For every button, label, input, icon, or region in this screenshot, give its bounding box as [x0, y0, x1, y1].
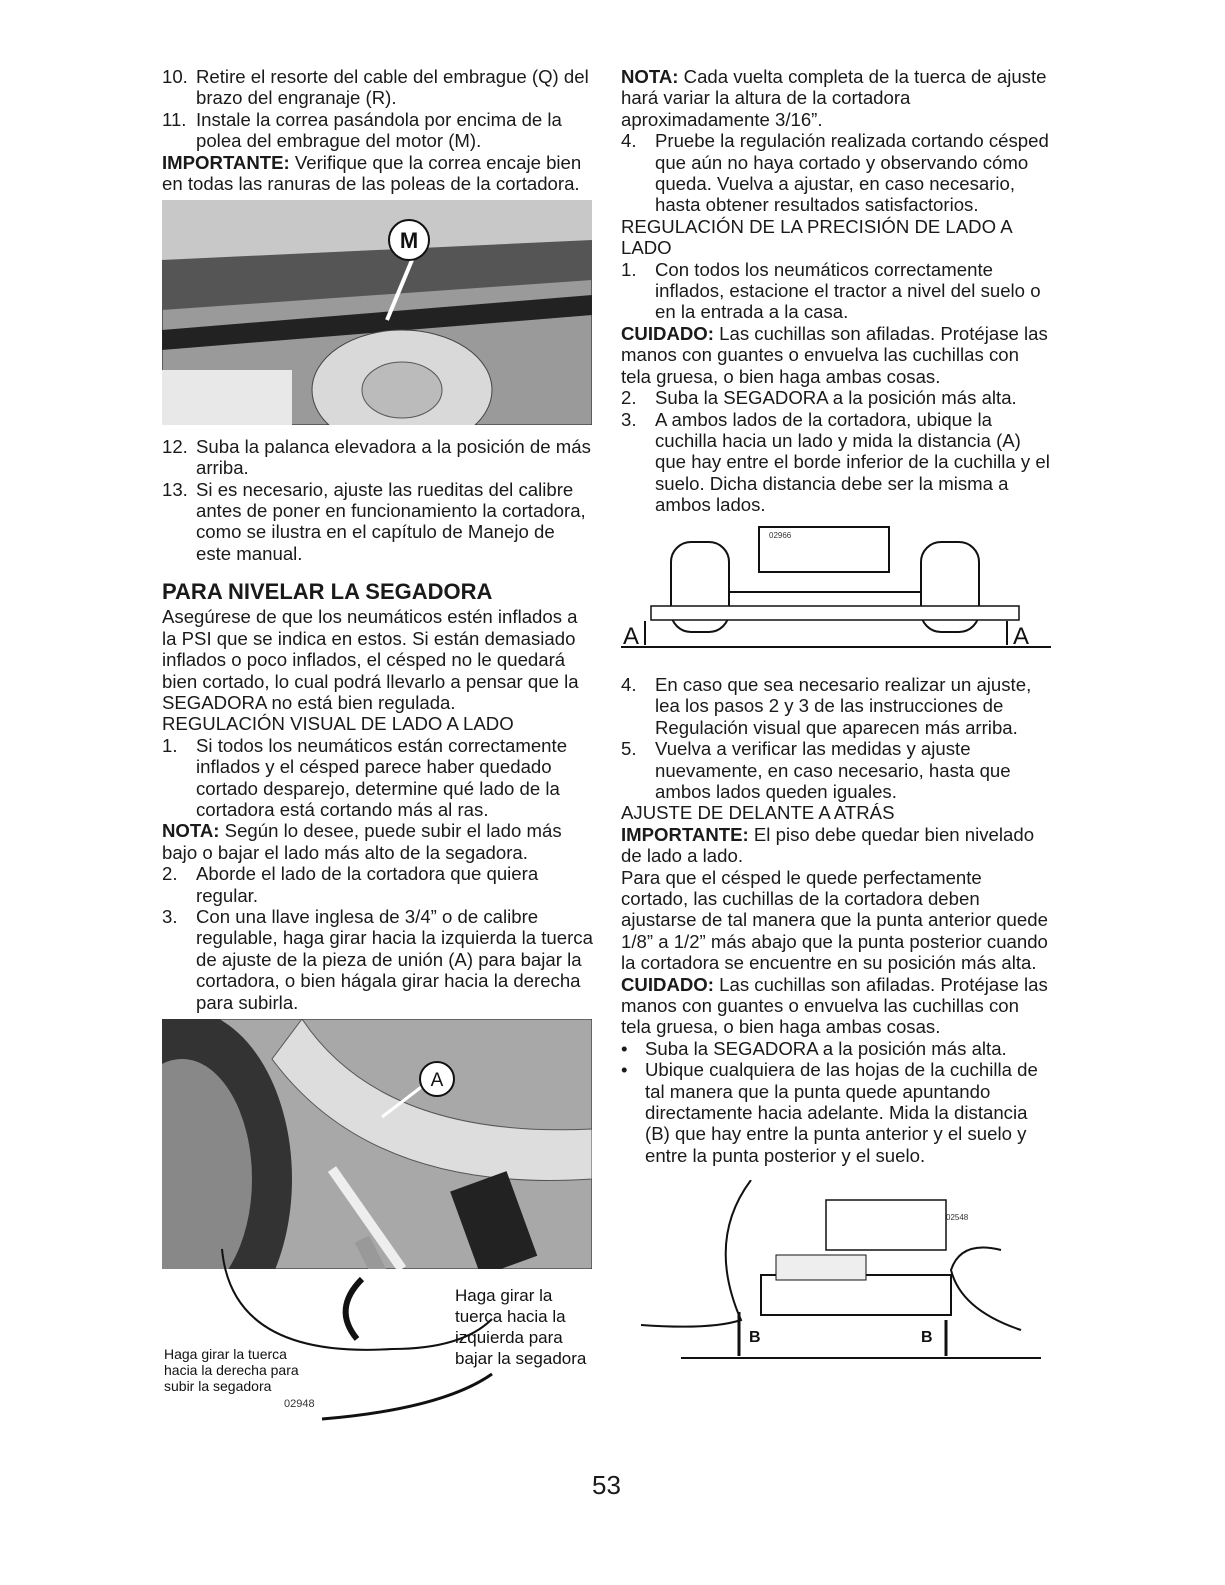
subheading-precision: REGULACIÓN DE LA PRECISIÓN DE LADO A LADO [621, 215, 1012, 259]
right-column [621, 66, 1053, 1381]
bullet-marker: • [621, 1037, 628, 1059]
mower-deck-side-illustration [621, 1180, 1051, 1370]
visual-step-1 [162, 735, 594, 821]
important-note-2 [621, 824, 1053, 867]
subheading-front-back: AJUSTE DE DELANTE A ATRÁS [621, 802, 895, 824]
step-number: 1. [621, 258, 637, 280]
adjustment-nut-photo [162, 1019, 594, 1428]
precision-step-1 [621, 259, 1053, 323]
precision-step-5 [621, 738, 1053, 802]
label-b-front: B [749, 1329, 761, 1347]
step-number: 3. [162, 905, 178, 927]
left-column [162, 66, 594, 1434]
step-text: En caso que sea necesario realizar un ajuste, lea los pasos 2 y 3 de las instrucciones de Regulación visual que aparecen más arriba. [655, 673, 1032, 738]
caution-2 [621, 974, 1053, 1038]
front-to-back-diagram [621, 1180, 1053, 1374]
precision-step-4 [621, 674, 1053, 738]
bullet-2 [621, 1059, 1053, 1166]
label-a-right: A [1013, 622, 1030, 650]
figure-code: 02966 [769, 530, 792, 540]
caution-label: CUIDADO: [621, 322, 714, 344]
visual-step-2 [162, 863, 594, 906]
label-right-3: subir la segadora [164, 1378, 272, 1394]
step-text: Retire el resorte del cable del embrague (Q) del brazo del engranaje (R). [196, 66, 589, 109]
important-text: El piso debe quedar bien nivelado de lado a lado. [621, 823, 1035, 867]
step-number: 10. [162, 66, 188, 87]
label-left-4: bajar la segadora [455, 1349, 587, 1368]
step-text: Pruebe la regulación realizada cortando césped que aún no haya cortado y observando cómo queda. Vuelva a ajustar, en caso necesario, hasta obtener resultados satisfactorios. [655, 130, 1049, 216]
step-text: Si es necesario, ajuste las rueditas del calibre antes de poner en funcionamiento la cortadora, como se ilustra en el capítulo de Manejo de este manual. [196, 478, 586, 564]
precision-step-3 [621, 409, 1053, 516]
step-10 [162, 66, 594, 109]
note-label: NOTA: [162, 820, 220, 842]
step-number: 11. [162, 108, 187, 130]
bullet-text: Suba la SEGADORA a la posición más alta. [645, 1037, 1007, 1059]
step-text: Con una llave inglesa de 3/4” o de calibre regulable, haga girar hacia la izquierda la tuerca de ajuste de la pieza de unión (A) para bajar la cortadora, o bien hágala girar hacia la derecha para subirla. [196, 905, 593, 1013]
figure-code: 02948 [284, 1398, 315, 1410]
belt-pulley-illustration [162, 200, 592, 425]
visual-step-3 [162, 906, 594, 1013]
step-number: 4. [621, 673, 637, 695]
important-label: IMPORTANTE: [621, 823, 749, 845]
note-1 [162, 820, 594, 863]
caution-label: CUIDADO: [621, 973, 714, 995]
note-text: Según lo desee, puede subir el lado más bajo o bajar el lado más alto de la segadora. [162, 820, 562, 863]
step-number: 5. [621, 738, 637, 760]
step-number: 2. [621, 387, 637, 409]
label-left-1: Haga girar la [455, 1286, 553, 1305]
note-text: Cada vuelta completa de la tuerca de ajuste hará variar la altura de la cortadora aproximadamente 3/16”. [621, 66, 1047, 130]
precision-step-2 [621, 387, 1053, 408]
step-text: Con todos los neumáticos correctamente inflados, estacione el tractor a nivel del suelo o en la entrada a la casa. [655, 258, 1041, 323]
note-2 [621, 66, 1053, 130]
step-text: Si todos los neumáticos están correctamente inflados y el césped parece haber quedado cortado desparejo, determine qué lado de la cortadora está cortando más al ras. [196, 734, 568, 820]
label-right-1: Haga girar la tuerca [164, 1346, 287, 1362]
mower-deck-front-illustration [621, 522, 1051, 664]
step-text: Aborde el lado de la cortadora que quiera regular. [196, 863, 539, 906]
step-number: 3. [621, 408, 637, 430]
note-label: NOTA: [621, 66, 679, 87]
belt-pulley-photo [162, 200, 594, 429]
section-heading: PARA NIVELAR LA SEGADORA [162, 579, 493, 605]
step-text: Suba la palanca elevadora a la posición de más arriba. [196, 435, 591, 479]
step-text: Instale la correa pasándola por encima de la polea del embrague del motor (M). [196, 108, 562, 152]
important-note-1 [162, 152, 594, 195]
caution-text: Las cuchillas son afiladas. Protéjase las manos con guantes o envuelva las cuchillas con tela gruesa, o bien haga ambas cosas. [621, 322, 1048, 387]
step-text: Suba la SEGADORA a la posición más alta. [655, 387, 1017, 409]
front-back-paragraph: Para que el césped le quede perfectamente cortado, las cuchillas de la cortadora deben ajustarse de tal manera que la punta anterior quede 1/8” a 1/2” más abajo que la punta posterior cuando la cortadora se encuentre en su posición más alta. [621, 866, 1048, 974]
figure-code: 02548 [946, 1213, 969, 1223]
step-number: 1. [162, 734, 178, 756]
step-11 [162, 109, 594, 152]
step-text: A ambos lados de la cortadora, ubique la cuchilla hacia un lado y mida la distancia (A) que hay entre el borde inferior de la cuchilla y el suelo. Dicha distancia debe ser la misma a ambos lados. [655, 408, 1050, 516]
label-b-rear: B [921, 1329, 933, 1347]
bullet-text: Ubique cualquiera de las hojas de la cuchilla de tal manera que la punta quede apuntando directamente hacia adelante. Mida la distancia (B) que hay entre la punta anterior y el suelo y entre la punta posterior y el suelo. [645, 1059, 1038, 1166]
side-to-side-diagram [621, 522, 1053, 668]
caution-text: Las cuchillas son afiladas. Protéjase las manos con guantes o envuelva las cuchillas con tela gruesa, o bien haga ambas cosas. [621, 973, 1048, 1038]
step-number: 4. [621, 130, 637, 152]
label-a-left: A [623, 622, 640, 650]
label-left-3: izquierda para [455, 1328, 563, 1347]
step-12 [162, 436, 594, 479]
important-label: IMPORTANTE: [162, 151, 290, 173]
callout-a-label: A [430, 1070, 444, 1091]
caution-1 [621, 323, 1053, 387]
step-number: 2. [162, 863, 178, 885]
label-left-2: tuerca hacia la [455, 1307, 566, 1326]
page-number: 53 [592, 1470, 621, 1500]
intro-paragraph: Asegúrese de que los neumáticos estén inflados a la PSI que se indica en estos. Si están demasiado inflados o poco inflados, el césped no le quedará bien cortado, lo cual podrá llevarlo a pensar que la SEGADORA no está bien regulada. [162, 606, 579, 713]
subheading-visual: REGULACIÓN VISUAL DE LADO A LADO [162, 713, 514, 735]
label-right-2: hacia la derecha para [164, 1362, 299, 1378]
visual-step-4 [621, 130, 1053, 216]
bullet-1 [621, 1038, 1053, 1059]
bullet-marker: • [621, 1059, 628, 1081]
callout-m-label: M [399, 228, 419, 254]
step-number: 12. [162, 435, 188, 457]
step-number: 13. [162, 478, 188, 500]
step-13 [162, 479, 594, 565]
important-text: Verifique que la correa encaje bien en todas las ranuras de las poleas de la cortadora. [162, 151, 582, 195]
adjustment-nut-illustration [162, 1019, 592, 1424]
step-text: Vuelva a verificar las medidas y ajuste nuevamente, en caso necesario, hasta que ambos lados queden iguales. [655, 738, 1011, 802]
